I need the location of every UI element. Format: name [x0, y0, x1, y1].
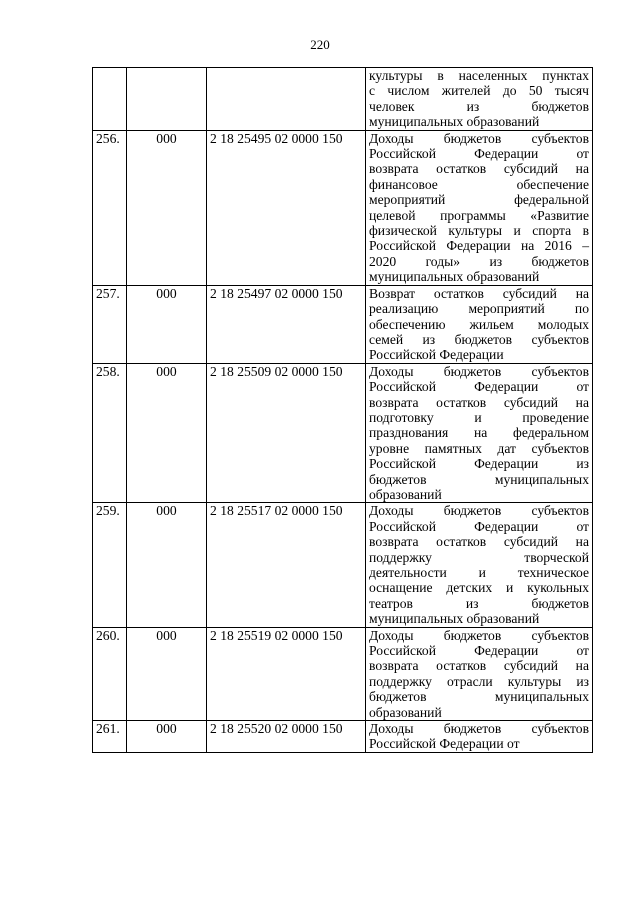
description-line: мероприятий федеральной [369, 192, 589, 208]
description-line: Российской Федерации от [369, 379, 589, 395]
budget-revenue-table [92, 67, 593, 753]
description-line: Доходы бюджетов субъектов [369, 130, 589, 146]
admin-code-cell [127, 68, 207, 131]
description-line: финансовое обеспечение [369, 176, 589, 192]
description-line: Доходы бюджетов субъектов [369, 721, 589, 737]
description-line: бюджетов муниципальных [369, 471, 589, 487]
description-line: Российской Федерации на 2016 – [369, 238, 589, 254]
revenue-description-cell [366, 627, 593, 720]
page-number: 220 [310, 37, 330, 52]
description-line: образований [369, 486, 442, 502]
description-line: Российской Федерации [369, 347, 504, 363]
admin-code-cell: 000 [127, 627, 207, 720]
row-number-cell [93, 68, 127, 131]
revenue-description-cell [366, 721, 593, 753]
row-number-cell: 260. [93, 627, 127, 720]
description-line: возврата остатков субсидий на [369, 534, 589, 550]
row-number-cell: 258. [93, 363, 127, 503]
table-row [93, 503, 593, 627]
description-line: Российской Федерации от [369, 736, 520, 752]
description-line: культуры в населенных пунктах [369, 68, 589, 83]
description-line: обеспечению жильем молодых [369, 316, 589, 332]
budget-classification-code-cell: 2 18 25495 02 0000 150 [207, 130, 366, 285]
budget-classification-code-cell: 2 18 25517 02 0000 150 [207, 503, 366, 627]
description-line: театров из бюджетов [369, 595, 589, 611]
table-row [93, 130, 593, 285]
admin-code-cell: 000 [127, 285, 207, 363]
table-row [93, 721, 593, 753]
row-number-cell: 256. [93, 130, 127, 285]
admin-code-cell: 000 [127, 363, 207, 503]
description-line: празднования на федеральном [369, 425, 589, 441]
description-line: Доходы бюджетов субъектов [369, 363, 589, 379]
description-line: Российской Федерации от [369, 643, 589, 659]
admin-code-cell: 000 [127, 130, 207, 285]
admin-code-cell: 000 [127, 503, 207, 627]
description-line: семей из бюджетов субъектов [369, 331, 589, 347]
description-line: Российской Федерации из [369, 456, 589, 472]
revenue-description-cell [366, 68, 593, 131]
admin-code-cell: 000 [127, 721, 207, 753]
description-line: деятельности и техническое [369, 565, 589, 580]
description-line: возврата остатков субсидий на [369, 658, 589, 674]
description-line: целевой программы «Развитие [369, 207, 589, 223]
row-number-cell: 261. [93, 721, 127, 753]
description-line: поддержку творческой [369, 549, 589, 565]
description-line: муниципальных образований [369, 269, 540, 285]
table-row [93, 285, 593, 363]
description-line: Российской Федерации от [369, 518, 589, 534]
description-line: образований [369, 704, 442, 720]
description-line: муниципальных образований [369, 114, 540, 130]
description-line: 2020 годы» из бюджетов [369, 253, 589, 269]
description-line: уровне памятных дат субъектов [369, 440, 589, 456]
description-line: возврата остатков субсидий на [369, 161, 589, 177]
description-line: Российской Федерации от [369, 146, 589, 162]
budget-classification-code-cell: 2 18 25519 02 0000 150 [207, 627, 366, 720]
description-line: с числом жителей до 50 тысяч [369, 83, 589, 99]
table-body [93, 68, 593, 753]
description-line: реализацию мероприятий по [369, 301, 589, 317]
table-row [93, 68, 593, 131]
description-line: подготовку и проведение [369, 409, 589, 425]
revenue-description-cell [366, 285, 593, 363]
row-number-cell: 259. [93, 503, 127, 627]
budget-classification-code-cell: 2 18 25497 02 0000 150 [207, 285, 366, 363]
revenue-description-cell [366, 363, 593, 503]
budget-classification-code-cell: 2 18 25520 02 0000 150 [207, 721, 366, 753]
description-line: человек из бюджетов [369, 98, 589, 114]
description-line: оснащение детских и кукольных [369, 580, 589, 596]
description-line: бюджетов муниципальных [369, 689, 589, 705]
row-number-cell: 257. [93, 285, 127, 363]
description-line: Возврат остатков субсидий на [369, 285, 589, 301]
budget-classification-code-cell: 2 18 25509 02 0000 150 [207, 363, 366, 503]
description-line: поддержку отрасли культуры из [369, 673, 589, 689]
table-row [93, 627, 593, 720]
description-line: муниципальных образований [369, 611, 540, 627]
description-line: физической культуры и спорта в [369, 223, 589, 239]
table-row [93, 363, 593, 503]
description-line: Доходы бюджетов субъектов [369, 503, 589, 519]
revenue-description-cell [366, 503, 593, 627]
budget-classification-code-cell [207, 68, 366, 131]
description-line: возврата остатков субсидий на [369, 394, 589, 410]
revenue-description-cell [366, 130, 593, 285]
description-line: Доходы бюджетов субъектов [369, 627, 589, 643]
